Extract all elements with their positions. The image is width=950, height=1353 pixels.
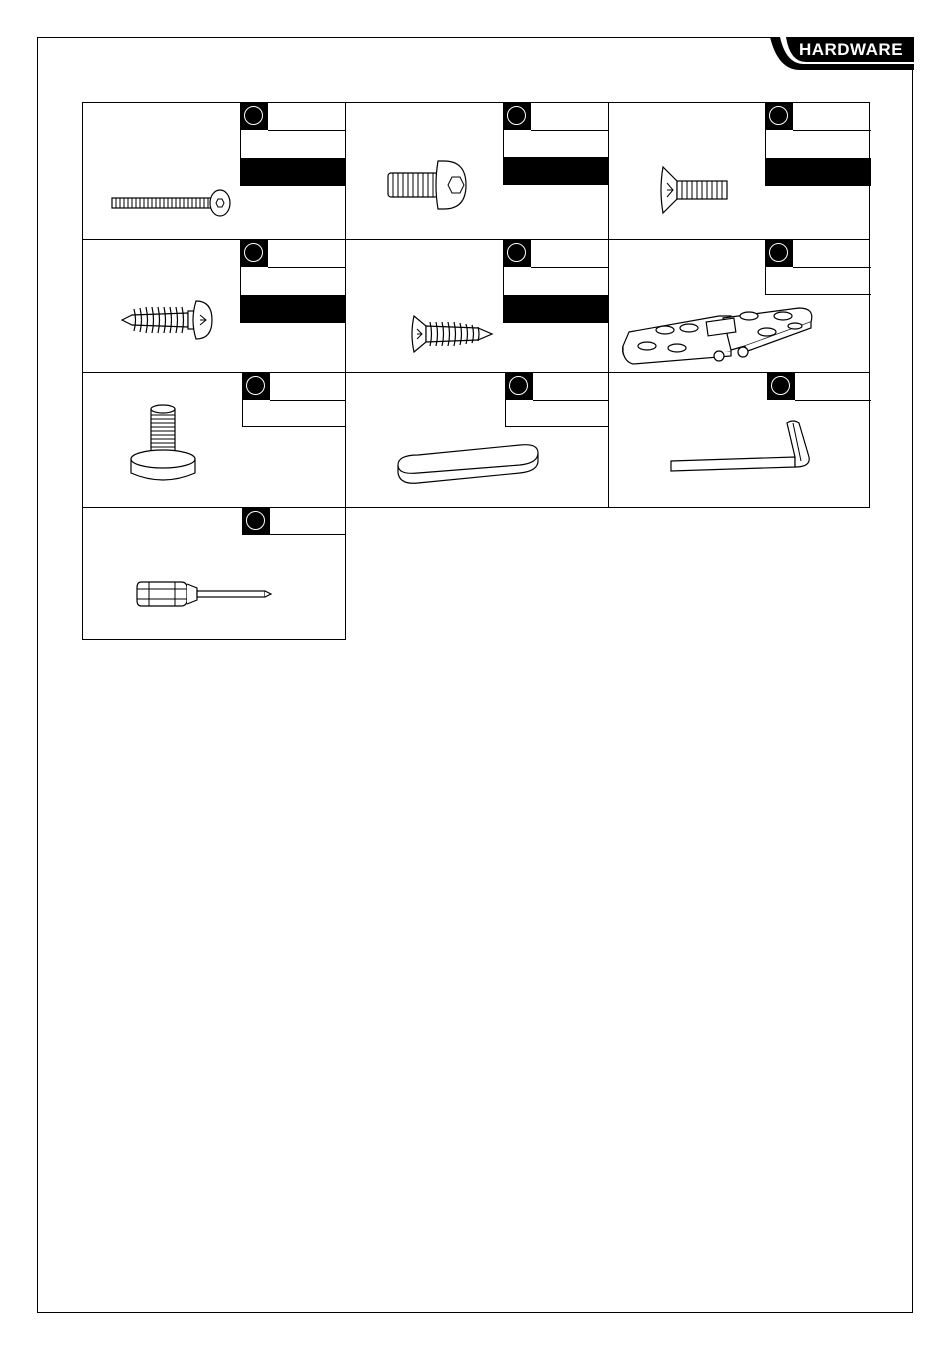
screwdriver-icon [135,574,285,614]
quantity-bar [503,157,609,185]
part-id-marker [242,373,270,400]
flat-head-wood-screw-icon [408,312,498,357]
part-cell-2 [345,102,609,240]
pan-head-wood-screw-icon [118,295,218,345]
part-id-marker [503,103,531,130]
socket-bolt-icon [384,153,474,213]
part-id-marker [767,373,795,400]
table-hinge-bracket-icon [619,302,819,372]
part-cell-3 [608,102,870,240]
section-title: HARDWARE [798,40,904,59]
part-id-marker [505,373,533,400]
part-id-marker [765,103,793,130]
countersunk-machine-screw-icon [659,163,739,218]
leveling-foot-icon [123,401,203,486]
part-id-marker [240,240,268,267]
part-cell-8 [345,372,609,508]
part-cell-10 [82,507,346,640]
part-cell-7 [82,372,346,508]
quantity-bar [240,295,346,323]
part-cell-6 [608,239,870,373]
part-id-marker [503,240,531,267]
part-cell-5 [345,239,609,373]
part-cell-1 [82,102,346,240]
quantity-bar [240,158,346,186]
quantity-bar [503,295,609,323]
quantity-bar [765,158,871,186]
allen-key-icon [667,417,817,477]
machine-screw-long-icon [108,183,238,223]
part-cell-4 [82,239,346,373]
part-cell-9 [608,372,870,508]
part-id-marker [765,240,793,267]
felt-pad-icon [394,439,544,489]
part-id-marker [240,103,268,130]
part-id-marker [242,508,270,535]
